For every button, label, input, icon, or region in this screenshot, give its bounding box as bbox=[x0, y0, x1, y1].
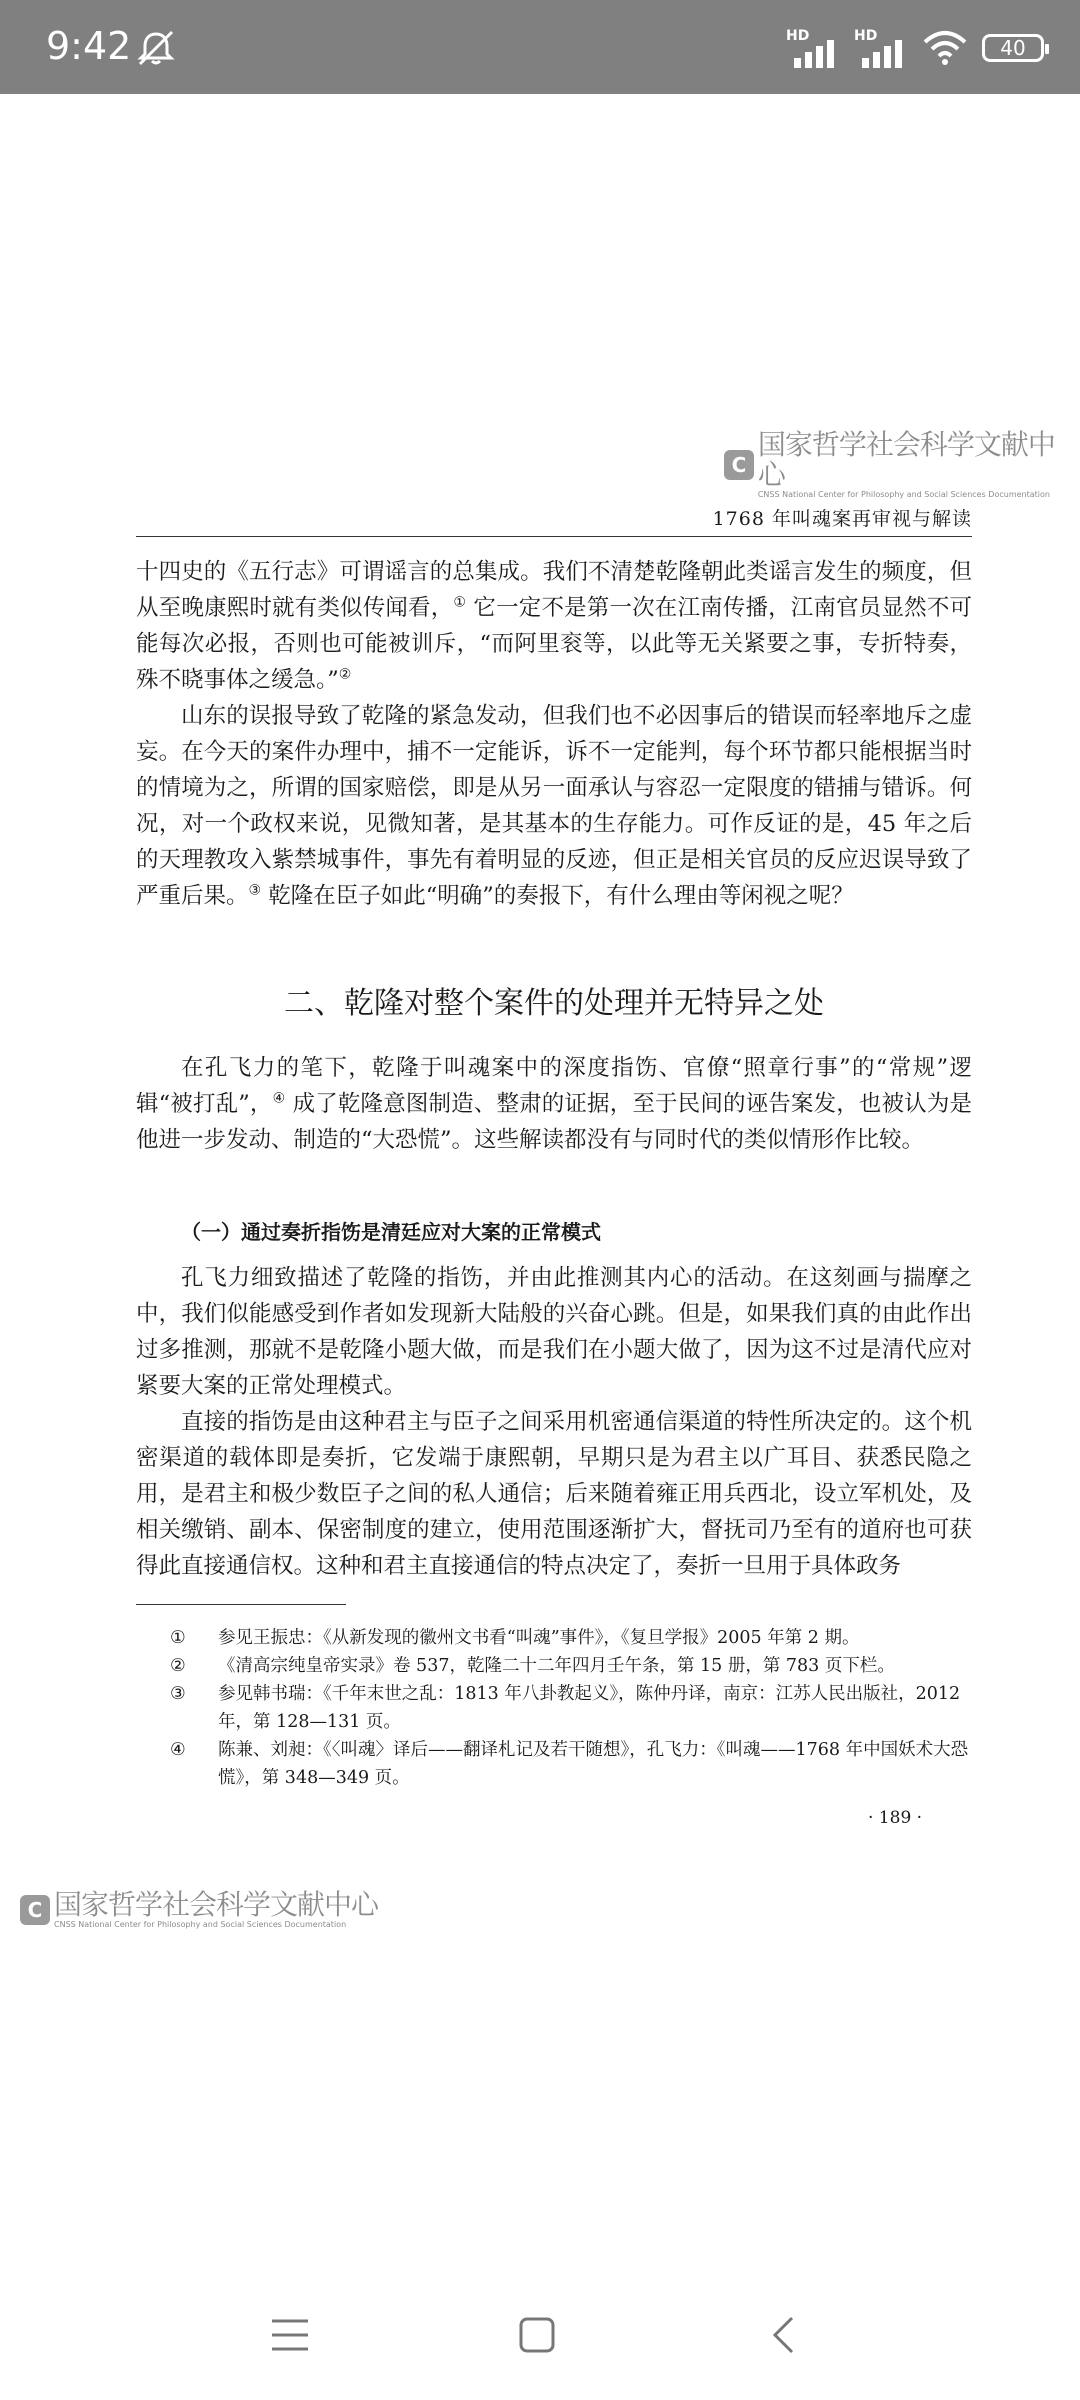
watermark-bottom bbox=[20, 1890, 378, 1930]
cellular-signal-1-icon: HD bbox=[786, 28, 840, 68]
cellular-signal-2-icon: HD bbox=[854, 28, 908, 68]
footnotes bbox=[170, 1624, 972, 1792]
watermark-logo-icon: C bbox=[724, 450, 754, 480]
notifications-muted-icon bbox=[134, 30, 178, 66]
footnote-rule bbox=[136, 1604, 346, 1605]
paragraph: 十四史的《五行志》可谓谣言的总集成。我们不清楚乾隆朝此类谣言发生的频度，但从至晚康熙时就有类似传闻看，① 它一定不是第一次在江南传播，江南官员显然不可能每次必报，否则也可能被训斥，“而阿里衮等，以此等无关紧要之事，专折特奏，殊不晓事体之缓急。”② bbox=[136, 559, 972, 693]
footnote-ref[interactable]: ④ bbox=[272, 1090, 286, 1107]
section-title: 二、乾隆对整个案件的处理并无特异之处 bbox=[284, 986, 824, 1021]
subsection-title: （一）通过奏折指饬是清廷应对大案的正常模式 bbox=[181, 1220, 601, 1244]
paragraph: 山东的误报导致了乾隆的紧急发动，但我们也不必因事后的错误而轻率地斥之虚妄。在今天的案件办理中，捕不一定能诉，诉不一定能判，每个环节都只能根据当时的情境为之，所谓的国家赔偿，即是从另一面承认与容忍一定限度的错捕与错诉。何况，对一个政权来说，见微知著，是其基本的生存能力。可作反证的是，45 年之后的天理教攻入紫禁城事件，事先有着明显的反迹，但正是相关官员的反应迟误导致了严重后果。③ 乾隆在臣子如此“明确”的奏报下，有什么理由等闲视之呢？ bbox=[136, 703, 972, 909]
paragraph: 直接的指饬是由这种君主与臣子之间采用机密通信渠道的特性所决定的。这个机密渠道的载体即是奏折，它发端于康熙朝，早期只是为君主以广耳目、获悉民隐之用，是君主和极少数臣子之间的私人通信；后来随着雍正用兵西北，设立军机处，及相关缴销、副本、保密制度的建立，使用范围逐渐扩大，督抚司乃至有的道府也可获得此直接通信权。这种和君主直接通信的特点决定了，奏折一旦用于具体政务 bbox=[136, 1409, 972, 1579]
watermark-english: CNSS National Center for Philosophy and Social Sciences Documentation bbox=[757, 490, 1050, 499]
wifi-icon bbox=[922, 30, 968, 66]
section-intro bbox=[136, 1050, 972, 1158]
watermark-top bbox=[724, 430, 1080, 500]
footnote: ① 参见王振忠：《从新发现的徽州文书看“叫魂”事件》，《复旦学报》2005 年第 2 期。 bbox=[170, 1628, 860, 1648]
status-time: 9:42 bbox=[46, 24, 132, 68]
header-rule bbox=[136, 536, 972, 537]
footnote-ref[interactable]: ① bbox=[453, 594, 467, 611]
footnote: ④ 陈兼、刘昶：《〈叫魂〉译后——翻译札记及若干随想》，孔飞力：《叫魂——1768 年中国妖术大恐慌》，第 348—349 页。 bbox=[170, 1740, 969, 1788]
navigation-bar bbox=[0, 2270, 1080, 2400]
back-button[interactable] bbox=[748, 2300, 818, 2370]
paragraph: 在孔飞力的笔下，乾隆于叫魂案中的深度指饬、官僚“照章行事”的“常规”逻辑“被打乱”，④ 成了乾隆意图制造、整肃的证据，至于民间的诬告案发，也被认为是他进一步发动、制造的“大恐慌”。这些解读都没有与同时代的类似情形作比较。 bbox=[136, 1055, 972, 1153]
footnote: ③ 参见韩书瑞：《千年末世之乱：1813 年八卦教起义》，陈仲丹译，南京：江苏人民出版社，2012 年，第 128—131 页。 bbox=[170, 1684, 961, 1732]
running-header: 1768 年叫魂案再审视与解读 bbox=[712, 508, 972, 530]
home-button[interactable] bbox=[502, 2300, 572, 2370]
footnote-ref[interactable]: ② bbox=[338, 666, 352, 683]
footnote-ref[interactable]: ③ bbox=[248, 882, 262, 899]
watermark-logo-icon: C bbox=[20, 1895, 50, 1925]
watermark-name: 国家哲学社会科学文献中心 bbox=[757, 428, 1055, 491]
battery-icon: 40 bbox=[982, 34, 1044, 62]
status-bar bbox=[0, 0, 1080, 94]
page-number: · 189 · bbox=[868, 1808, 923, 1828]
paragraph: 孔飞力细致描述了乾隆的指饬，并由此推测其内心的活动。在这刻画与揣摩之中，我们似能感受到作者如发现新大陆般的兴奋心跳。但是，如果我们真的由此作出过多推测，那就不是乾隆小题大做，而是我们在小题大做了，因为这不过是清代应对紧要大案的正常处理模式。 bbox=[136, 1265, 972, 1399]
watermark-english: CNSS National Center for Philosophy and Social Sciences Documentation bbox=[54, 1920, 347, 1929]
body-text-bottom bbox=[136, 1260, 972, 1584]
watermark-name: 国家哲学社会科学文献中心 bbox=[54, 1888, 379, 1921]
body-text-top bbox=[136, 554, 972, 914]
menu-icon bbox=[270, 2317, 310, 2353]
footnote: ② 《清高宗纯皇帝实录》卷 537，乾隆二十二年四月壬午条，第 15 册，第 783 页下栏。 bbox=[170, 1656, 895, 1676]
menu-button[interactable] bbox=[255, 2300, 325, 2370]
home-icon bbox=[518, 2316, 556, 2354]
back-icon bbox=[770, 2315, 796, 2355]
